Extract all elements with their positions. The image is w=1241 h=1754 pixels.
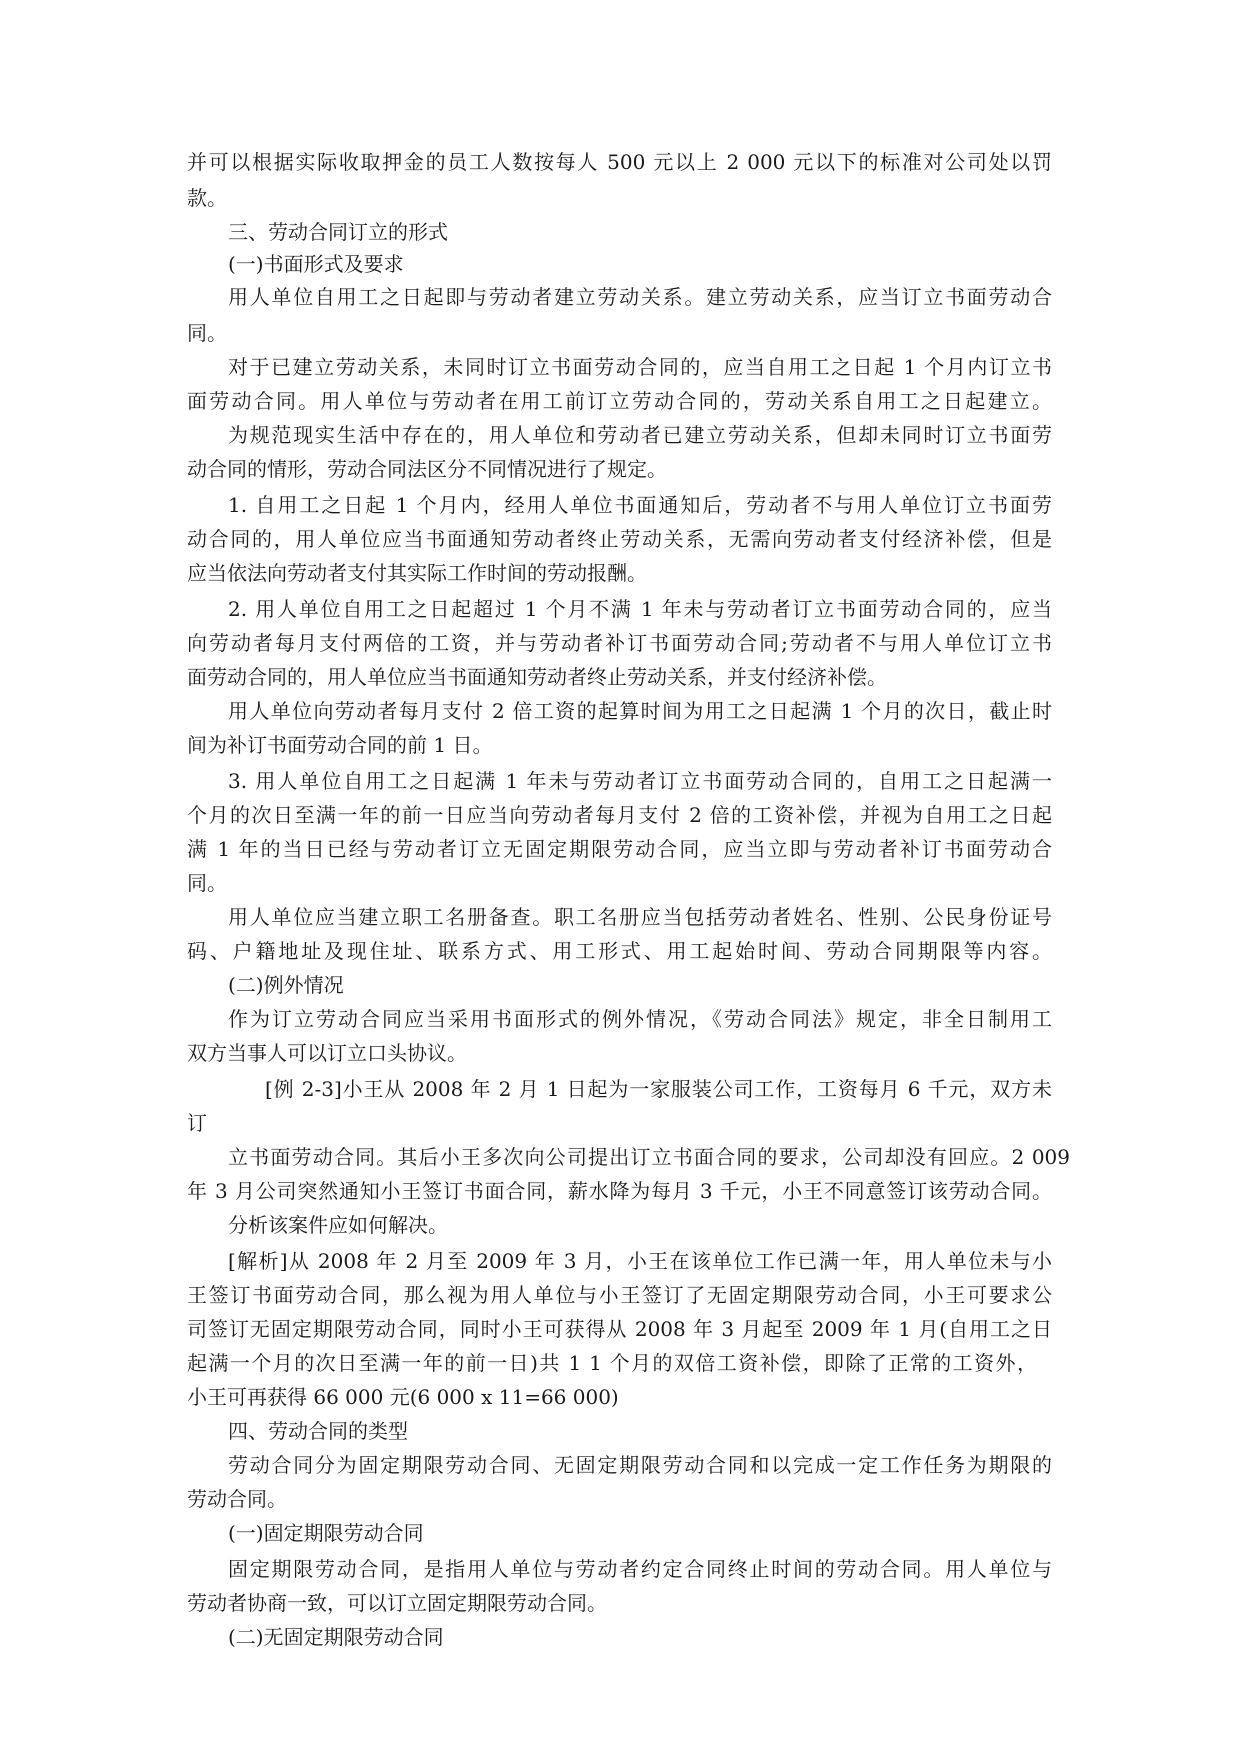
text-line: 分析该案件应如何解决。: [228, 1213, 448, 1237]
subsection-heading: (一)固定期限劳动合同: [228, 1521, 424, 1545]
text-line: 同。: [187, 871, 227, 895]
analysis-line: 司签订无固定期限劳动合同，同时小王可获得从 2008 年 3 月起至 2009 年 1 月(自用工之日: [187, 1317, 1052, 1341]
analysis-line: [解析]从 2008 年 2 月至 2009 年 3 月，小王在该单位工作已满一年，用人单位未与小: [228, 1249, 1052, 1273]
section-heading: 三、劳动合同订立的形式: [228, 220, 448, 244]
text-line: 对于已建立劳动关系，未同时订立书面劳动合同的，应当自用工之日起 1 个月内订立书: [228, 355, 1052, 379]
text-line: 劳动合同分为固定期限劳动合同、无固定期限劳动合同和以完成一定工作任务为期限的: [228, 1453, 1052, 1477]
subsection-heading: (一)书面形式及要求: [228, 252, 404, 276]
text-line: 劳动合同。: [187, 1487, 287, 1511]
text-line: 面劳动合同。用人单位与劳动者在用工前订立劳动合同的，劳动关系自用工之日起建立。: [187, 389, 1052, 413]
text-line: 双方当事人可以订立口头协议。: [187, 1041, 467, 1065]
text-line: 个月的次日至满一年的前一日应当向劳动者每月支付 2 倍的工资补偿，并视为自用工之日起: [187, 803, 1052, 827]
text-line: 2. 用人单位自用工之日起超过 1 个月不满 1 年未与劳动者订立书面劳动合同的，应当: [228, 597, 1052, 621]
text-line: 用人单位向劳动者每月支付 2 倍工资的起算时间为用工之日起满 1 个月的次日，截止时: [228, 699, 1052, 723]
text-line: 用人单位自用工之日起即与劳动者建立劳动关系。建立劳动关系，应当订立书面劳动合: [228, 285, 1052, 309]
text-line: 向劳动者每月支付两倍的工资，并与劳动者补订书面劳动合同;劳动者不与用人单位订立书: [187, 631, 1052, 655]
text-line: 用人单位应当建立职工名册备查。职工名册应当包括劳动者姓名、性别、公民身份证号: [228, 905, 1052, 929]
example-line: 年 3 月公司突然通知小王签订书面合同，薪水降为每月 3 千元，小王不同意签订该劳动合同。: [187, 1179, 1052, 1203]
analysis-line: 小王可再获得 66 000 元(6 000 x 11=66 000): [187, 1385, 619, 1409]
text-line: 为规范现实生活中存在的，用人单位和劳动者已建立劳动关系，但却未同时订立书面劳: [228, 423, 1052, 447]
text-line: 作为订立劳动合同应当采用书面形式的例外情况，《劳动合同法》规定，非全日制用工: [228, 1007, 1052, 1031]
subsection-heading: (二)例外情况: [228, 973, 344, 997]
text-line: 动合同的情形，劳动合同法区分不同情况进行了规定。: [187, 457, 667, 481]
text-line: 满 1 年的当日已经与劳动者订立无固定期限劳动合同，应当立即与劳动者补订书面劳动合: [187, 837, 1052, 861]
example-line: 立书面劳动合同。其后小王多次向公司提出订立书面合同的要求，公司却没有回应。2 009: [228, 1145, 1070, 1169]
text-line: 款。: [187, 186, 227, 210]
text-line: 应当依法向劳动者支付其实际工作时间的劳动报酬。: [187, 561, 647, 585]
text-line: 间为补订书面劳动合同的前 1 日。: [187, 733, 493, 757]
text-line: 3. 用人单位自用工之日起满 1 年未与劳动者订立书面劳动合同的，自用工之日起满一: [228, 769, 1052, 793]
text-line: 劳动者协商一致，可以订立固定期限劳动合同。: [187, 1591, 607, 1615]
example-line: 订: [187, 1111, 207, 1135]
section-heading: 四、劳动合同的类型: [228, 1419, 408, 1443]
text-line: 码、户籍地址及现住址、联系方式、用工形式、用工起始时间、劳动合同期限等内容。: [187, 939, 1052, 963]
text-line: 动合同的，用人单位应当书面通知劳动者终止劳动关系，无需向劳动者支付经济补偿，但是: [187, 527, 1052, 551]
text-line: 面劳动合同的，用人单位应当书面通知劳动者终止劳动关系，并支付经济补偿。: [187, 665, 887, 689]
text-line: 并可以根据实际收取押金的员工人数按每人 500 元以上 2 000 元以下的标准对公司处以罚: [187, 150, 1052, 174]
text-line: 1. 自用工之日起 1 个月内，经用人单位书面通知后，劳动者不与用人单位订立书面劳: [228, 493, 1052, 517]
analysis-line: 王签订书面劳动合同，那么视为用人单位与小王签订了无固定期限劳动合同，小王可要求公: [187, 1283, 1052, 1307]
analysis-line: 起满一个月的次日至满一年的前一日)共 1 1 个月的双倍工资补偿，即除了正常的工资外，: [187, 1351, 1037, 1375]
subsection-heading: (二)无固定期限劳动合同: [228, 1625, 444, 1649]
text-line: 固定期限劳动合同，是指用人单位与劳动者约定合同终止时间的劳动合同。用人单位与: [228, 1557, 1052, 1581]
text-line: 同。: [187, 321, 227, 345]
example-line: [例 2-3]小王从 2008 年 2 月 1 日起为一家服装公司工作，工资每月 6 千元，双方未: [265, 1077, 1052, 1101]
